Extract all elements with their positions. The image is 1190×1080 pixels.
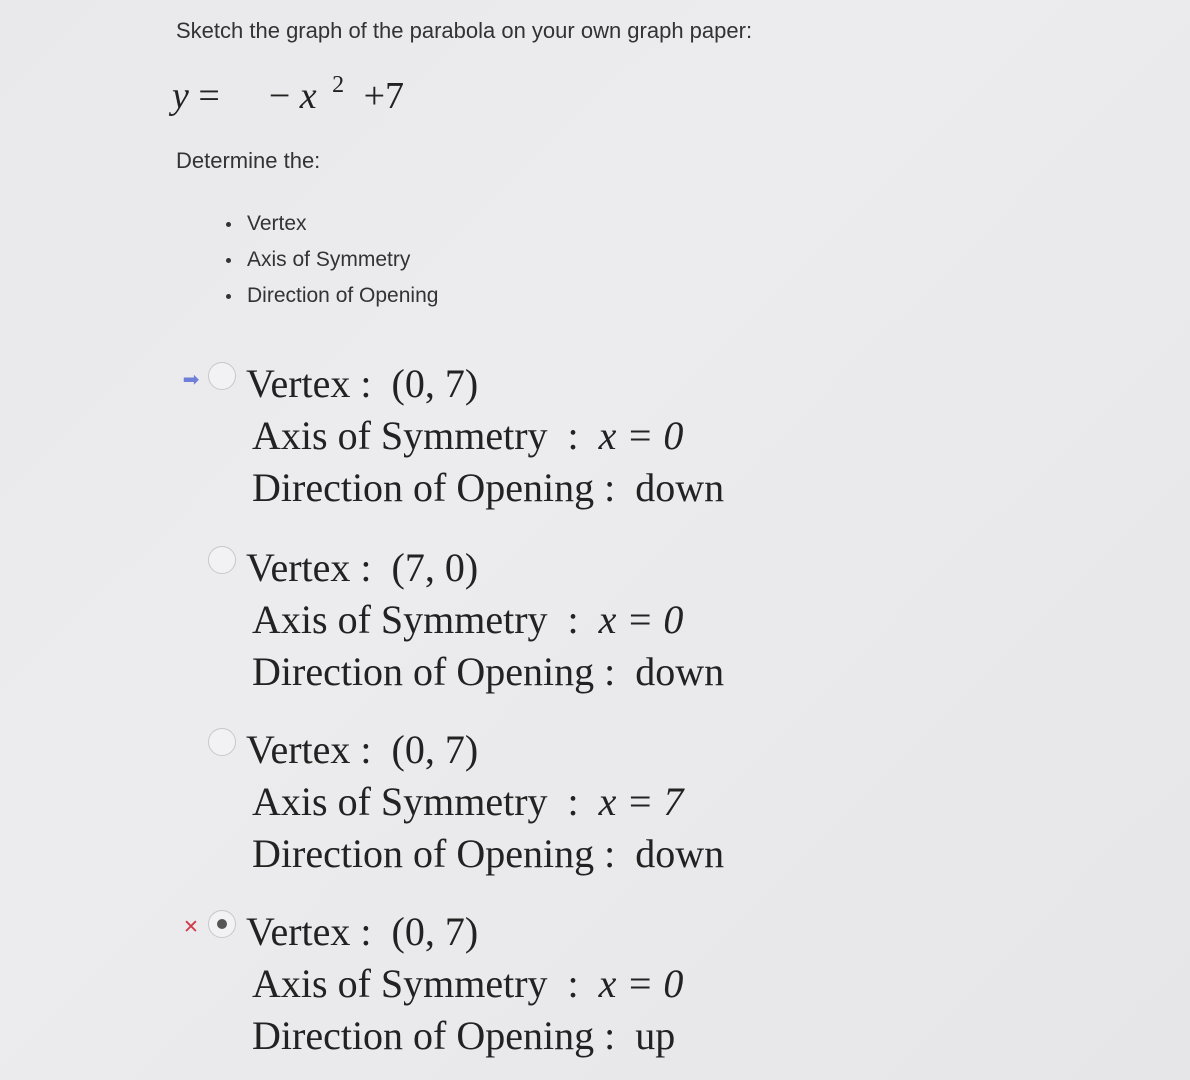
radio-button-option-1[interactable]: [208, 362, 236, 390]
bullet-text: Direction of Opening: [247, 284, 439, 307]
option-text: [246, 724, 724, 880]
equation-neg: −: [268, 75, 291, 117]
bullet-item-vertex: [222, 206, 438, 242]
parabola-equation: [172, 74, 404, 118]
vertex-value: (0, 7): [391, 361, 479, 406]
vertex-value: (0, 7): [391, 909, 479, 954]
determine-label: Determine the:: [176, 148, 321, 173]
direction-label: Direction of Opening :: [252, 1013, 616, 1058]
radio-button-option-3[interactable]: [208, 728, 236, 756]
axis-value: x = 7: [598, 779, 684, 824]
option-text: [246, 906, 683, 1062]
axis-value: x = 0: [598, 413, 684, 458]
marker-placeholder: [180, 554, 202, 574]
equation-lhs: y: [172, 75, 189, 117]
vertex-label: Vertex :: [246, 545, 372, 590]
axis-value: x = 0: [598, 597, 684, 642]
axis-colon: :: [567, 597, 579, 642]
bullet-dot-icon: [226, 294, 231, 299]
direction-label: Direction of Opening :: [252, 465, 616, 510]
direction-label: Direction of Opening :: [252, 649, 616, 694]
bullet-dot-icon: [226, 222, 231, 227]
vertex-value: (0, 7): [391, 727, 479, 772]
bullet-list: [222, 206, 438, 314]
arrow-right-icon: ➡: [182, 369, 200, 391]
bullet-item-direction: [222, 278, 438, 314]
equation-exponent: 2: [332, 72, 345, 98]
bullet-text: Axis of Symmetry: [247, 248, 411, 271]
marker-placeholder: [180, 736, 202, 756]
direction-label: Direction of Opening :: [252, 831, 616, 876]
option-text: [246, 358, 724, 514]
direction-value: up: [635, 1013, 676, 1058]
direction-value: down: [635, 649, 725, 694]
equation-const: +7: [363, 75, 405, 117]
option-text: [246, 542, 724, 698]
incorrect-x-icon: ✕: [183, 917, 199, 938]
direction-value: down: [635, 465, 725, 510]
axis-label: Axis of Symmetry: [252, 413, 548, 458]
answer-option-3[interactable]: [180, 724, 900, 884]
axis-colon: :: [567, 779, 579, 824]
vertex-value: (7, 0): [391, 545, 479, 590]
equation-var: x: [299, 75, 317, 117]
question-prompt: Sketch the graph of the parabola on your own graph paper:: [176, 18, 753, 43]
axis-label: Axis of Symmetry: [252, 961, 548, 1006]
direction-value: down: [635, 831, 725, 876]
vertex-label: Vertex :: [246, 361, 372, 406]
bullet-text: Vertex: [247, 212, 307, 235]
answer-option-2[interactable]: [180, 542, 900, 702]
vertex-label: Vertex :: [246, 727, 372, 772]
answer-option-1[interactable]: [180, 358, 900, 518]
vertex-label: Vertex :: [246, 909, 372, 954]
radio-button-option-2[interactable]: [208, 546, 236, 574]
axis-colon: :: [567, 413, 579, 458]
equation-equals: =: [198, 75, 220, 117]
answer-option-4[interactable]: [180, 906, 900, 1066]
axis-colon: :: [567, 961, 579, 1006]
axis-label: Axis of Symmetry: [252, 597, 548, 642]
radio-button-option-4[interactable]: [208, 910, 236, 938]
axis-value: x = 0: [598, 961, 684, 1006]
axis-label: Axis of Symmetry: [252, 779, 548, 824]
bullet-item-axis: [222, 242, 438, 278]
bullet-dot-icon: [226, 258, 231, 263]
